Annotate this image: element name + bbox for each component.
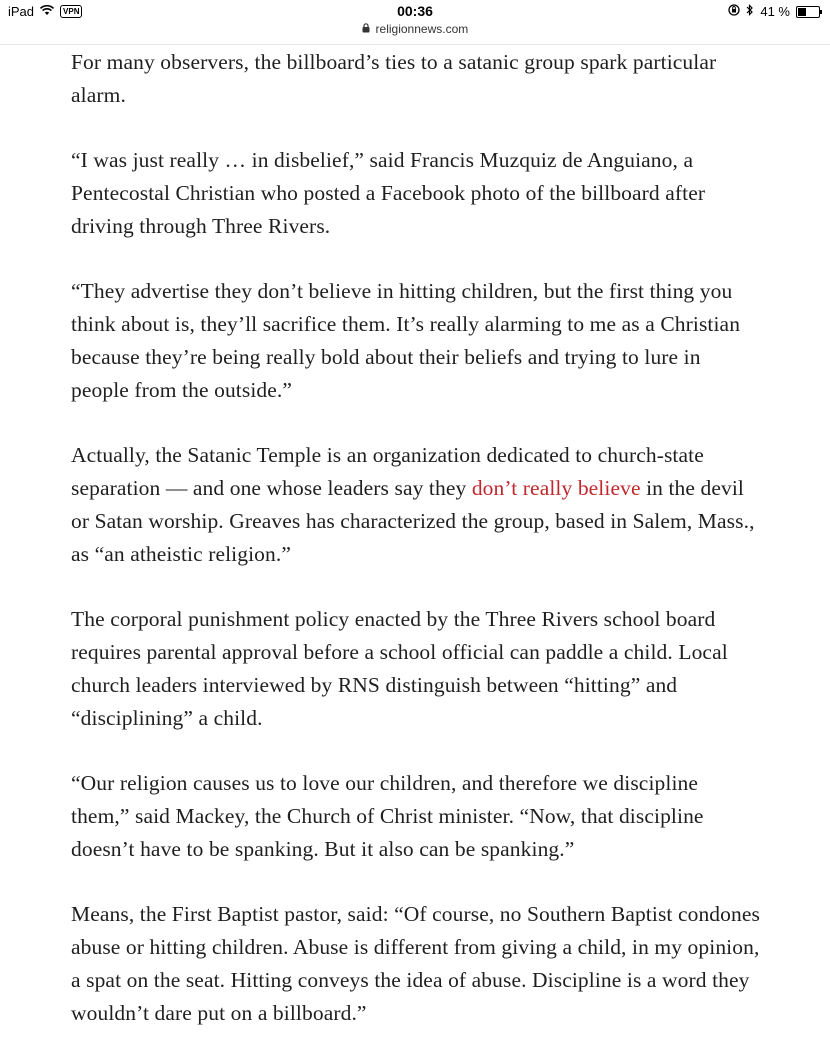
- lock-icon: [362, 25, 373, 36]
- paragraph-6: “Our religion causes us to love our children, and therefore we discipline them,” said Mackey, the Church of Christ minister. “Now, that discipline doesn’t have to be spanking. But it also can be spanking.”: [71, 771, 704, 861]
- url-bar[interactable]: [0, 22, 830, 45]
- paragraph-3: “They advertise they don’t believe in hitting children, but the first thing you think about is, they’ll sacrifice them. It’s really alarming to me as a Christian because they’re being really bold about their beliefs and trying to lure in people from the outside.”: [71, 279, 741, 402]
- paragraph-4-text-b: in the devil or Satan worship. Greaves has characterized the group, based in Salem, Mass., as “an atheistic religion.”: [71, 476, 755, 566]
- battery-icon: [796, 6, 820, 18]
- battery-percent: 41 %: [760, 4, 790, 19]
- vpn-badge: VPN: [60, 5, 82, 18]
- paragraph-7: Means, the First Baptist pastor, said: “Of course, no Southern Baptist condones abuse or hitting children. Abuse is different from giving a child, in my opinion, a spat on the seat. Hitting conveys the idea of abuse. Discipline is a word they wouldn’t dare put on a billboard.”: [71, 902, 760, 1025]
- bluetooth-icon: [746, 4, 754, 19]
- status-right: [728, 4, 820, 19]
- paragraph-4-text-a: Actually, the Satanic Temple is an organization dedicated to church-state separation — and one whose leaders say they: [71, 443, 704, 500]
- url-domain: religionnews.com: [375, 22, 469, 36]
- orientation-lock-icon: [728, 4, 740, 19]
- paragraph-1: For many observers, the billboard’s ties to a satanic group spark particular alarm.: [71, 50, 717, 107]
- status-bar: [0, 0, 830, 24]
- device-name: iPad: [8, 4, 35, 19]
- clock: 00:36: [397, 3, 433, 19]
- paragraph-2: “I was just really … in disbelief,” said Francis Muzquiz de Anguiano, a Pentecostal Christian who posted a Facebook photo of the billboard after driving through Three Rivers.: [71, 148, 706, 238]
- paragraph-5: The corporal punishment policy enacted by the Three Rivers school board requires parental approval before a school official can paddle a child. Local church leaders interviewed by RNS distinguish between “hitting” and “disciplining” a child.: [71, 607, 728, 730]
- dont-really-believe-link[interactable]: don’t really believe: [471, 476, 641, 500]
- article-body: [71, 46, 761, 1062]
- paragraph-4: [71, 439, 761, 571]
